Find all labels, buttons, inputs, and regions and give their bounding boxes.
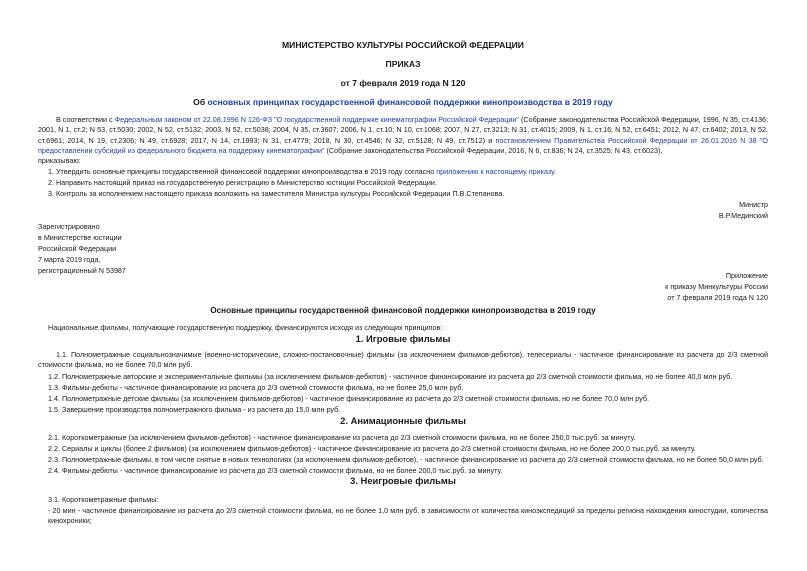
preamble-text-1: В соответствии с	[56, 115, 115, 124]
section-1-heading: 1. Игровые фильмы	[355, 333, 451, 344]
appendix-line-1: Приложение	[725, 271, 768, 280]
section-1-4: 1.4. Полнометражные детские фильмы (за исключением фильмов-дебютов) - частичное финансирование из расчета до 2/3 сметной стоимости фильма, но не более 70,0 млн руб.	[48, 394, 649, 403]
preamble-paragraph	[38, 115, 768, 156]
title-link[interactable]: основных принципах государственной финансовой поддержки кинопроизводства в 2019 году	[207, 97, 613, 107]
section-2-3: 2.3. Полнометражные фильмы, в том числе снятые в новых технологиях (за исключением фильмов-дебютов), - частичное финансирование из расчета до 2/3 сметной стоимости фильма, но не более 50,0 млн руб.	[48, 455, 764, 464]
section-1-3: 1.3. Фильмы-дебюты - частичное финансирование из расчета до 2/3 сметной стоимости фильма, но не более 25,0 млн руб.	[48, 383, 464, 392]
order-title	[38, 97, 768, 107]
registration-line-5: регистрационный N 53987	[38, 266, 126, 275]
section-2-4: 2.4. Фильмы-дебюты - частичное финансирование из расчета до 2/3 сметной стоимости фильма, но не более 200,0 тыс.руб. за минуту.	[48, 466, 503, 475]
section-2-1: 2.1. Короткометражные (за исключением фильмов-дебютов) - частичное финансирование из расчета до 2/3 сметной стоимости фильма, но не более 250,0 тыс.руб. за минуту.	[48, 433, 636, 442]
preamble-text-2: (Собрание законодательства Российской Федерации, 1996, N 35, ст.4136; 2001, N 1, ст.2; N 53, ст.5030; 2002, N 52, ст.5132; 2003, N 52, ст.5038; 2004, N 35, ст.3607; 2006, N 1, ст.10; N 10, ст.1068; 2007, N 27, ст.3213; N 31, ст.4015; 2009, N 1, ст.16; N 52, ст.6451; 2012, N 47, ст.6402; 2013, N 52, ст.6961; 2014, N 19, ст.2306; N 49, ст.6928; 2017, N 14, ст.1993; N 31, ст.4779; 2018, N 30, ст.4546; N 32, ст.5128; N 49, ст.7512) и	[38, 115, 768, 145]
item-1	[48, 167, 556, 177]
doc-type-heading: ПРИКАЗ	[385, 59, 421, 69]
item-1-text: 1. Утвердить основные принципы государственной финансовой поддержки кинопроизводства в 2019 году согласно	[48, 167, 437, 176]
item-3: 3. Контроль за исполнением настоящего приказа возложить на заместителя Министра культуры Российской Федерации П.В.Степанова.	[48, 189, 505, 198]
government-decree-link[interactable]: постановлением Правительства Российской Федерации от 26.01.2016 N 38 "О предоставлении субсидий из федерального бюджета на поддержку кинематографии"	[38, 135, 768, 155]
registration-line-3: Российской Федерации	[38, 244, 117, 253]
appendix-link[interactable]: приложению к настоящему приказу	[436, 167, 554, 176]
section-1-5: 1.5. Завершение производства полнометражного фильма - из расчета до 15,0 млн руб.	[48, 405, 341, 414]
preamble-text-3: (Собрание законодательства Российской Федерации, 2016, N 6, ст.836; N 24, ст.3525; N 43, ст.6023),	[324, 145, 663, 155]
appendix-line-3: от 7 февраля 2019 года N 120	[667, 293, 768, 302]
principles-title: Основные принципы государственной финансовой поддержки кинопроизводства в 2019 году	[210, 306, 596, 315]
appendix-line-2: к приказу Минкультуры России	[665, 282, 768, 291]
principles-intro: Национальные фильмы, получающие государственную поддержку, финансируются исходя из следующих принципов:	[48, 323, 443, 332]
section-3-1a: - 20 мин - частичное финансирование из расчета до 2/3 сметной стоимости фильма, но не более 1,0 млн руб. в зависимости от количества киноэкспедиций за пределы региона нахождения киностудии, количества кинохроники;	[48, 506, 768, 526]
ministry-heading: МИНИСТЕРСТВО КУЛЬТУРЫ РОССИЙСКОЙ ФЕДЕРАЦИИ	[282, 40, 524, 50]
section-2-heading: 2. Анимационные фильмы	[340, 415, 466, 426]
item-2: 2. Направить настоящий приказ на государственную регистрацию в Министерство юстиции Российской Федерации.	[48, 178, 437, 187]
section-3-heading: 3. Неигровые фильмы	[350, 475, 456, 486]
order-word: приказываю:	[38, 156, 81, 165]
section-3-1: 3.1. Короткометражные фильмы:	[48, 495, 159, 504]
registration-line-2: в Министерстве юстиции	[38, 233, 122, 242]
date-number-heading: от 7 февраля 2019 года N 120	[340, 78, 466, 88]
registration-line-1: Зарегистрировано	[38, 222, 100, 231]
federal-law-link[interactable]: Федеральным законом от 22.08.1996 N 126-ФЗ "О государственной поддержке кинематографии Российской Федерации"	[114, 115, 519, 124]
section-2-2: 2.2. Сериалы и циклы (более 2 фильмов) (за исключением фильмов-дебютов) - частичное финансирование из расчета до 2/3 сметной стоимости фильма, но не более 200,0 тыс.руб. за минуту.	[48, 444, 696, 453]
title-prefix: Об	[193, 97, 208, 107]
item-1-end: .	[553, 167, 556, 176]
signature-name: В.Р.Мединский	[718, 211, 768, 220]
section-1-2: 1.2. Полнометражные авторские и экспериментальные фильмы (за исключением фильмов-дебютов) - частичное финансирование из расчета до 2/3 сметной стоимости фильма, но не более 40,0 млн руб.	[48, 372, 733, 381]
registration-line-4: 7 марта 2019 года,	[38, 255, 101, 264]
section-1-1: 1.1. Полнометражные социальнозначимые (военно-исторические, сложно-постановочные) фильмы (за исключением фильмов-дебютов), телесериалы - частичное финансирование из расчета до 2/3 сметной стоимости фильма, но не более 70,0 млн руб.	[38, 350, 768, 370]
signature-role: Министр	[739, 200, 768, 209]
